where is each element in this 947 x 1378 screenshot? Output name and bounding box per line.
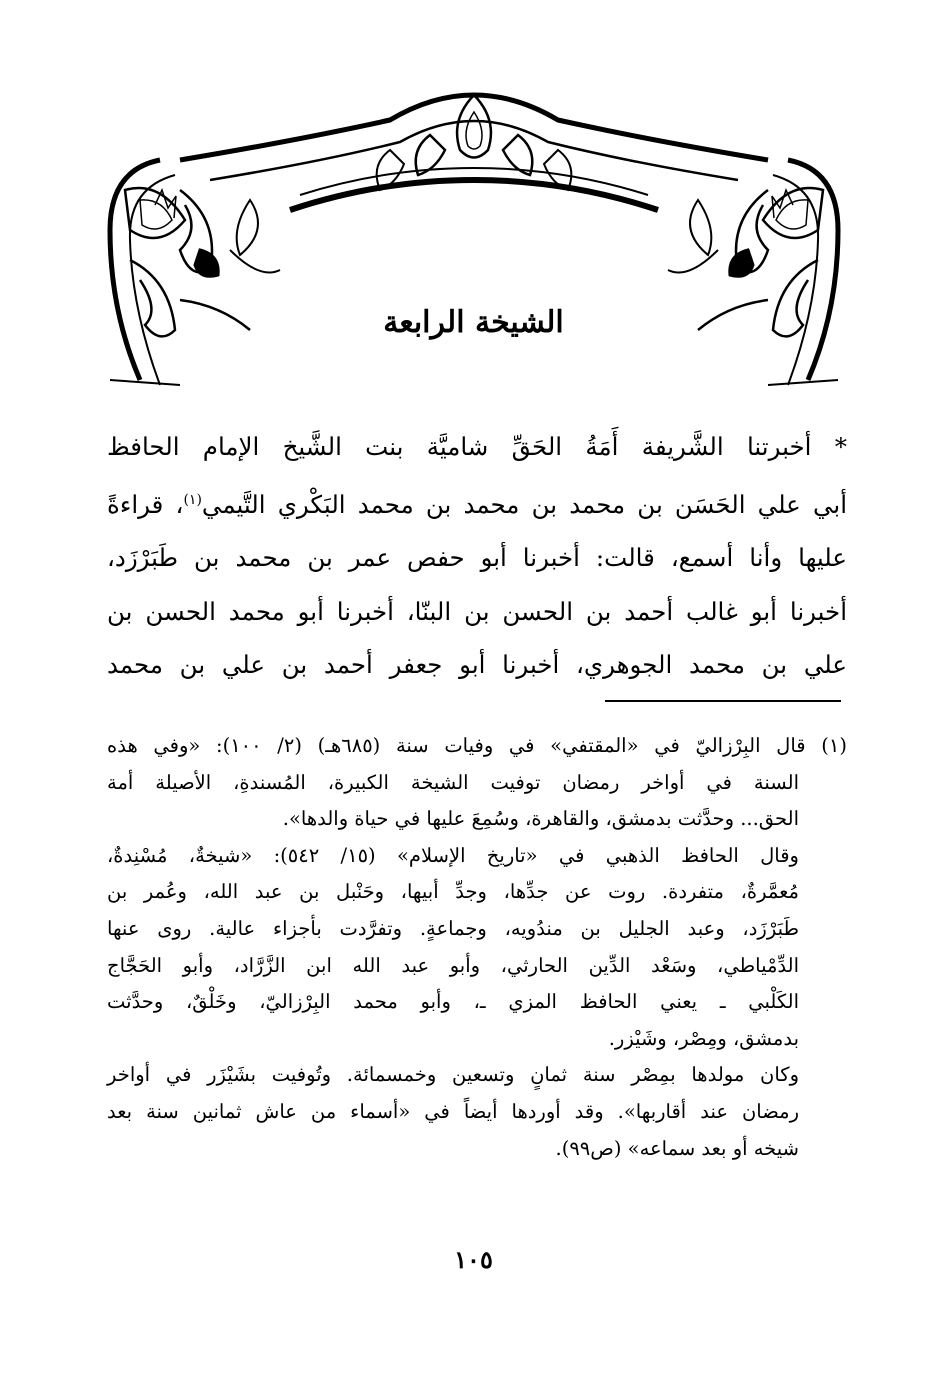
- page-number: ١٠٥: [454, 1245, 493, 1274]
- text-line: * أخبرتنا الشَّريفة أَمَةُ الحَقِّ شاميَّة بنت الشَّيخ الإمام الحافظ: [107, 432, 847, 461]
- footnote-line: (١) قال البِرْزاليّ في «المقتفي» في وفيات سنة (٦٨٥هـ) (٢/ ١٠٠): «وفي هذه: [107, 734, 847, 757]
- text-line: علي بن محمد الجوهري، أخبرنا أبو جعفر أحمد بن علي بن محمد: [107, 650, 847, 680]
- footnote-line: مُعمَّرةٌ، متفردة. روت عن جدِّها، وجدِّ أبيها، وحَنْبل بن عبد الله، وعُمر بن: [107, 880, 799, 904]
- footnote-divider: [605, 700, 841, 702]
- footnote-line: السنة في أواخر رمضان توفيت الشيخة الكبيرة، المُسندةِ، الأصيلة أمة: [107, 770, 799, 794]
- footnote-line: الكَلْبي ـ يعني الحافظ المزي ـ، وأبو محمد البِرْزاليّ، وخَلْقٌ، وحدَّثت: [107, 990, 799, 1014]
- footnote-line: الحق... وحدَّثت بدمشق، والقاهرة، وسُمِعَ عليها في حياة والدها».: [282, 807, 799, 831]
- footnote-line: وكان مولدها بمِصْر سنة ثمانٍ وتسعين وخمسمائة. وتُوفيت بشَيْزَر في أواخر: [107, 1063, 799, 1087]
- footnote-line: الدِّمْياطي، وسَعْد الدِّين الحارثي، وأبو عبد الله ابن الزَّرَّاد، وأبو الحَجَّاج: [107, 953, 799, 977]
- footnote-line: طَبَرْزَد، وعبد الجليل بن مندُويه، وجماعةٍ. وتفرَّدت بأجزاء عالية. روى عنها: [107, 916, 799, 940]
- footnote-line: بدمشق، ومِصْر، وشَيْزر.: [608, 1026, 799, 1050]
- text-line: أبي علي الحَسَن بن محمد بن محمد بن محمد البَكْري التَّيمي$^{(١)}$، قراءةً: [107, 489, 847, 519]
- text-line: عليها وأنا أسمع، قالت: أخبرنا أبو حفص عمر بن محمد بن طَبَرْزَد،: [107, 543, 847, 573]
- footnote-reference[interactable]: (١): [183, 491, 202, 508]
- arabesque-header-frame-icon: [100, 80, 848, 400]
- footnote-line: شيخه أو بعد سماعه» (ص٩٩).: [555, 1136, 799, 1160]
- text-line: أخبرنا أبو غالب أحمد بن الحسن بن البنّا، أخبرنا أبو محمد الحسن بن: [107, 596, 847, 626]
- footnote-line: رمضان عند أقاربها». وقد أوردها أيضاً في «أسماء من عاش ثمانين سنة بعد: [107, 1099, 799, 1123]
- footnote-line: وقال الحافظ الذهبي في «تاريخ الإسلام» (١٥/ ٥٤٢): «شيخةٌ، مُسْنِدةٌ،: [107, 843, 799, 867]
- footnotes: [107, 728, 847, 1167]
- chapter-title: الشيخة الرابعة: [383, 305, 564, 340]
- main-text: [107, 420, 847, 692]
